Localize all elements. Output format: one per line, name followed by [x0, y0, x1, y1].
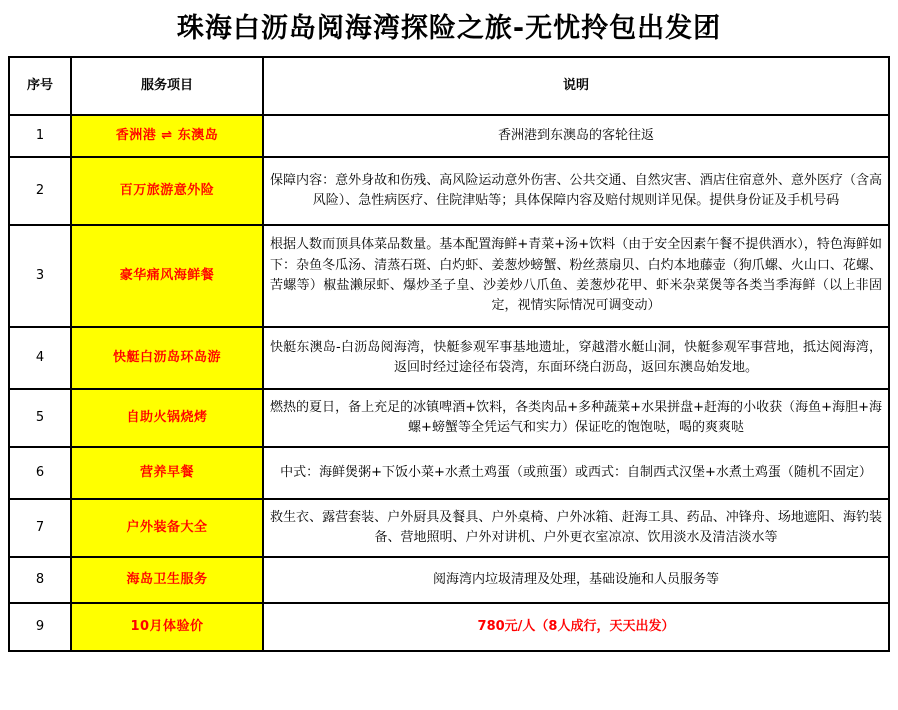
row-no: 3 — [9, 225, 71, 327]
row-item: 自助火锅烧烤 — [71, 389, 263, 447]
table-row — [9, 603, 889, 651]
row-item: 快艇白沥岛环岛游 — [71, 327, 263, 389]
row-item: 豪华痛风海鲜餐 — [71, 225, 263, 327]
table-row — [9, 115, 889, 157]
row-no: 5 — [9, 389, 71, 447]
column-header-item: 服务项目 — [71, 57, 263, 115]
row-no: 9 — [9, 603, 71, 651]
row-no: 8 — [9, 557, 71, 603]
row-desc: 香洲港到东澳岛的客轮往返 — [263, 115, 889, 157]
row-desc: 救生衣、露营套装、户外厨具及餐具、户外桌椅、户外冰箱、赶海工具、药品、冲锋舟、场地遮阳、海钓装备、营地照明、户外对讲机、户外更衣室凉凉、饮用淡水及清洁淡水等 — [263, 499, 889, 557]
row-desc: 快艇东澳岛-白沥岛阅海湾，快艇参观军事基地遗址，穿越潜水艇山洞，快艇参观军事营地，抵达阅海湾，返回时经过途径布袋湾，东面环绕白沥岛，返回东澳岛始发地。 — [263, 327, 889, 389]
table-row — [9, 157, 889, 225]
row-desc: 根据人数而顶具体菜品数量。基本配置海鲜+青菜+汤+饮料（由于安全因素午餐不提供酒水），特色海鲜如下：杂鱼冬瓜汤、清蒸石斑、白灼虾、姜葱炒螃蟹、粉丝蒸扇贝、白灼本地藤壶（狗爪螺、火山口、花螺、苦螺等）椒盐濑尿虾、爆炒圣子皇、沙姜炒八爪鱼、姜葱炒花甲、虾米杂菜煲等各类当季海鲜（以上非固定，视情实际情况可调变动） — [263, 225, 889, 327]
row-price: 780元/人（8人成行，天天出发） — [263, 603, 889, 651]
row-item: 香洲港 ⇌ 东澳岛 — [71, 115, 263, 157]
row-item: 营养早餐 — [71, 447, 263, 499]
row-no: 4 — [9, 327, 71, 389]
service-table — [8, 56, 890, 652]
table-row — [9, 447, 889, 499]
row-no: 6 — [9, 447, 71, 499]
table-row — [9, 389, 889, 447]
row-desc: 中式：海鲜煲粥+下饭小菜+水煮土鸡蛋（或煎蛋）或西式：自制西式汉堡+水煮土鸡蛋（随机不固定） — [263, 447, 889, 499]
column-header-desc: 说明 — [263, 57, 889, 115]
page-title: 珠海白沥岛阅海湾探险之旅-无忧拎包出发团 — [176, 13, 722, 44]
row-item: 海岛卫生服务 — [71, 557, 263, 603]
table-row — [9, 225, 889, 327]
table-header-row — [9, 57, 889, 115]
table-body — [9, 115, 889, 651]
row-item: 百万旅游意外险 — [71, 157, 263, 225]
row-no: 1 — [9, 115, 71, 157]
row-desc: 保障内容：意外身故和伤残、高风险运动意外伤害、公共交通、自然灾害、酒店住宿意外、意外医疗（含高风险）、急性病医疗、住院津贴等；具体保障内容及赔付规则详见保。提供身份证及手机号码 — [263, 157, 889, 225]
row-desc: 燃热的夏日，备上充足的冰镇啤酒+饮料，各类肉品+多种蔬菜+水果拼盘+赶海的小收获（海鱼+海胆+海螺+螃蟹等全凭运气和实力）保证吃的饱饱哒，喝的爽爽哒 — [263, 389, 889, 447]
table-header — [9, 57, 889, 115]
row-no: 7 — [9, 499, 71, 557]
column-header-no: 序号 — [9, 57, 71, 115]
table-row — [9, 557, 889, 603]
row-item: 户外装备大全 — [71, 499, 263, 557]
table-row — [9, 499, 889, 557]
table-row — [9, 327, 889, 389]
row-desc: 阅海湾内垃圾清理及处理，基础设施和人员服务等 — [263, 557, 889, 603]
row-item: 10月体验价 — [71, 603, 263, 651]
row-no: 2 — [9, 157, 71, 225]
